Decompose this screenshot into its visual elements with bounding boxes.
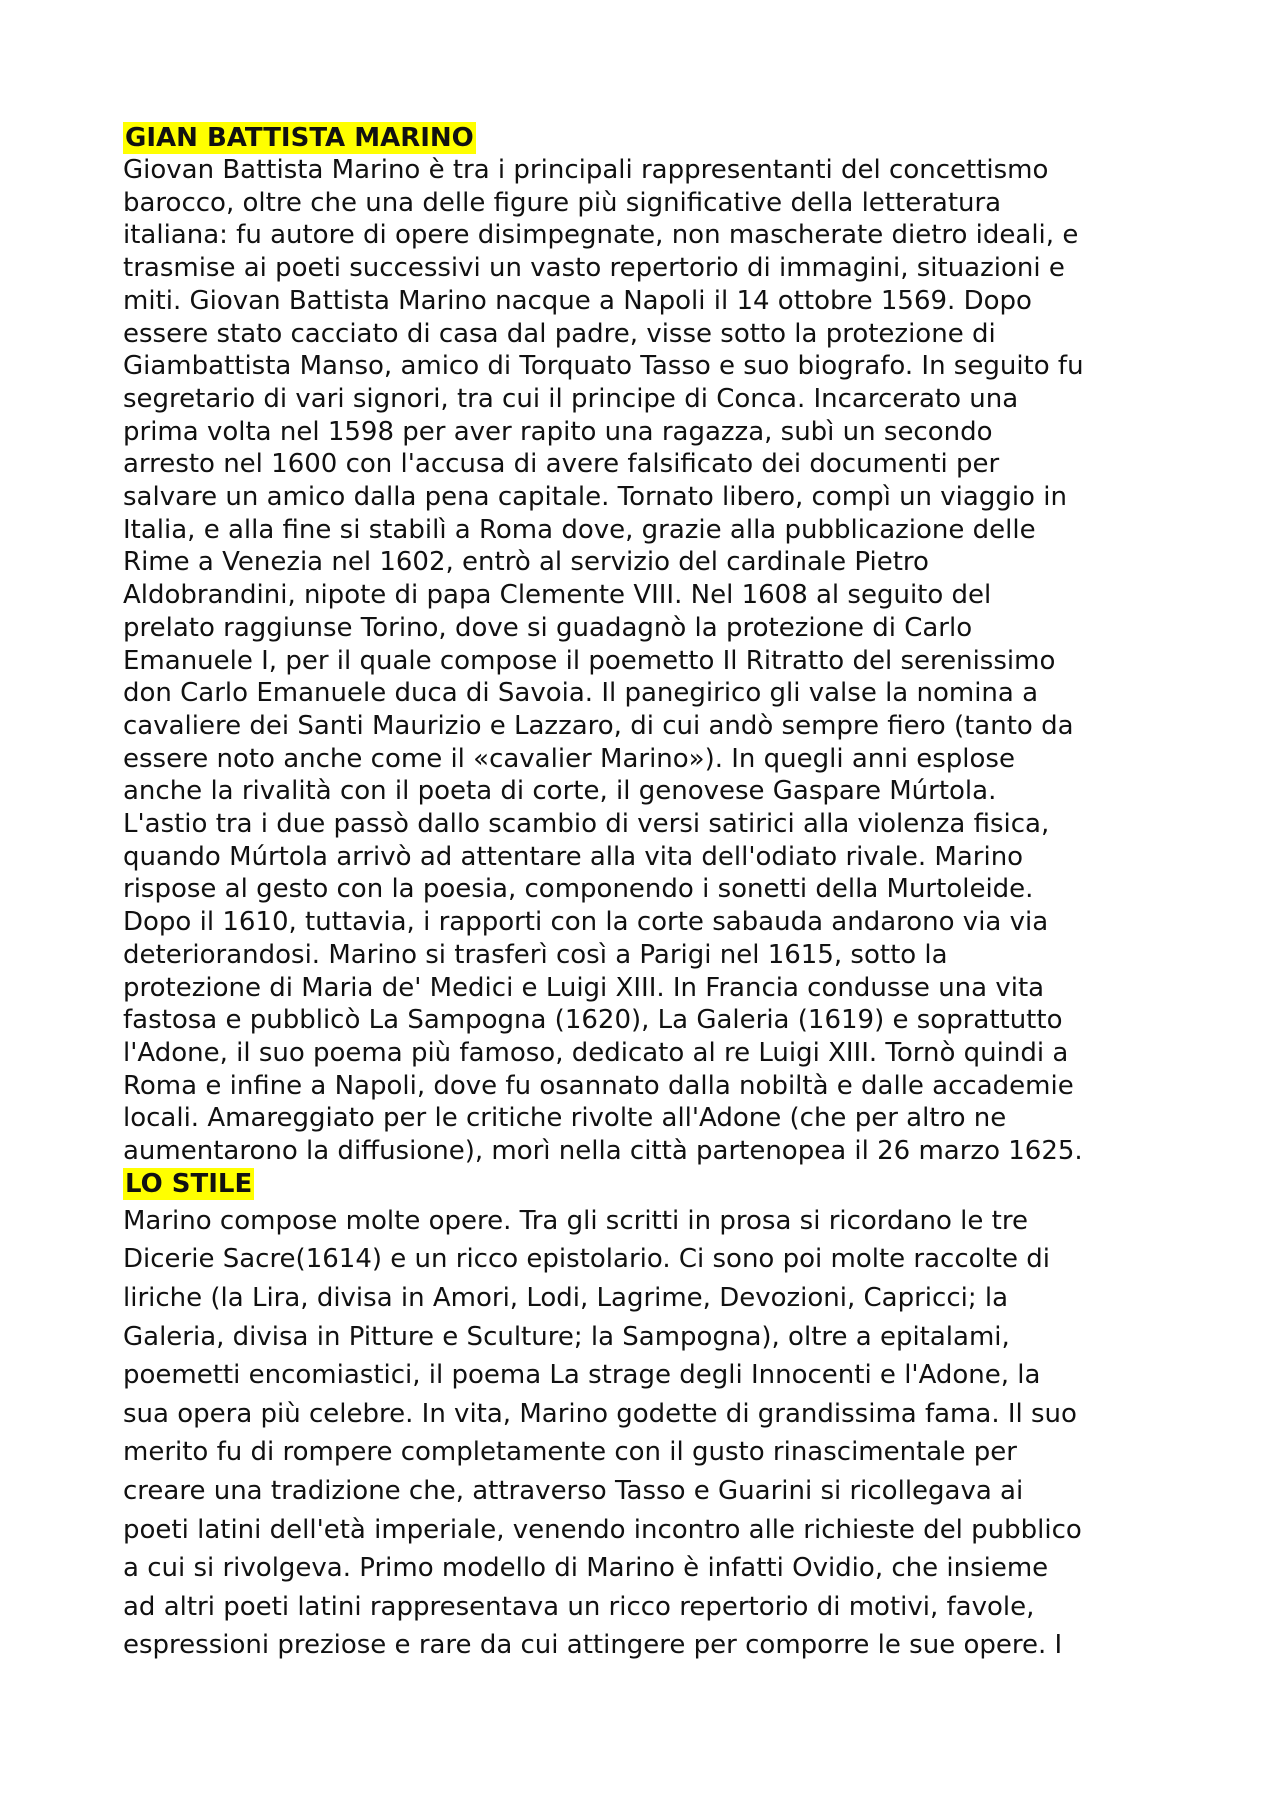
- text-line: italiana: fu autore di opere disimpegnate, non mascherate dietro ideali, e: [123, 220, 1079, 251]
- text-line: poemetti encomiastici, il poema La strage degli Innocenti e l'Adone, la: [123, 1360, 1041, 1391]
- text-line: essere noto anche come il «cavalier Marino»). In quegli anni esplose: [123, 743, 1015, 774]
- text-line: fastosa e pubblicò La Sampogna (1620), La Galeria (1619) e soprattutto: [123, 1005, 1063, 1036]
- section-biography: [123, 122, 1183, 1168]
- text-line: Galeria, divisa in Pitture e Sculture; la Sampogna), oltre a epitalami,: [123, 1321, 1010, 1352]
- text-line: creare una tradizione che, attraverso Tasso e Guarini si ricollegava ai: [123, 1475, 1024, 1506]
- text-line: Rime a Venezia nel 1602, entrò al servizio del cardinale Pietro: [123, 547, 929, 578]
- text-line: trasmise ai poeti successivi un vasto repertorio di immagini, situazioni e: [123, 253, 1065, 284]
- text-line: miti. Giovan Battista Marino nacque a Napoli il 14 ottobre 1569. Dopo: [123, 285, 1032, 316]
- text-line: Giambattista Manso, amico di Torquato Tasso e suo biografo. In seguito fu: [123, 351, 1084, 382]
- text-line: poeti latini dell'età imperiale, venendo incontro alle richieste del pubblico: [123, 1514, 1082, 1545]
- text-line: salvare un amico dalla pena capitale. Tornato libero, compì un viaggio in: [123, 482, 1067, 513]
- text-line: merito fu di rompere completamente con il gusto rinascimentale per: [123, 1437, 1017, 1468]
- text-line: prima volta nel 1598 per aver rapito una ragazza, subì un secondo: [123, 416, 993, 447]
- text-line: Marino compose molte opere. Tra gli scritti in prosa si ricordano le tre: [123, 1205, 1028, 1236]
- text-line: l'Adone, il suo poema più famoso, dedicato al re Luigi XIII. Tornò quindi a: [123, 1037, 1069, 1068]
- text-line: Giovan Battista Marino è tra i principali rappresentanti del concettismo: [123, 155, 1049, 185]
- text-line: quando Múrtola arrivò ad attentare alla vita dell'odiato rivale. Marino: [123, 841, 1024, 872]
- text-line: segretario di vari signori, tra cui il principe di Conca. Incarcerato una: [123, 383, 1019, 414]
- text-line: deteriorandosi. Marino si trasferì così a Parigi nel 1615, sotto la: [123, 939, 948, 970]
- document-page: [123, 122, 1183, 1665]
- text-line: Emanuele I, per il quale compose il poemetto Il Ritratto del serenissimo: [123, 645, 1056, 676]
- style-paragraph: [123, 1202, 1183, 1665]
- text-line: sua opera più celebre. In vita, Marino godette di grandissima fama. Il suo: [123, 1398, 1077, 1429]
- text-line: rispose al gesto con la poesia, componendo i sonetti della Murtoleide.: [123, 874, 1034, 905]
- text-line: Dopo il 1610, tuttavia, i rapporti con la corte sabauda andarono via via: [123, 907, 1049, 938]
- text-line: Roma e infine a Napoli, dove fu osannato dalla nobiltà e dalle accademie: [123, 1070, 1074, 1101]
- text-line: a cui si rivolgeva. Primo modello di Marino è infatti Ovidio, che insieme: [123, 1553, 1049, 1584]
- section-title-biography: GIAN BATTISTA MARINO: [125, 123, 474, 153]
- biography-paragraph: [123, 154, 1183, 1168]
- section-title-style: LO STILE: [125, 1168, 253, 1199]
- text-line: anche la rivalità con il poeta di corte, il genovese Gaspare Múrtola.: [123, 776, 997, 807]
- text-line: cavaliere dei Santi Maurizio e Lazzaro, di cui andò sempre fiero (tanto da: [123, 710, 1074, 741]
- text-line: barocco, oltre che una delle figure più significative della letteratura: [123, 187, 1002, 218]
- text-line: locali. Amareggiato per le critiche rivolte all'Adone (che per altro ne: [123, 1103, 1007, 1134]
- section-style: [123, 1168, 1183, 1665]
- text-line: L'astio tra i due passò dallo scambio di versi satirici alla violenza fisica,: [123, 809, 1050, 840]
- text-line: essere stato cacciato di casa dal padre, visse sotto la protezione di: [123, 318, 996, 349]
- text-line: prelato raggiunse Torino, dove si guadagnò la protezione di Carlo: [123, 612, 973, 643]
- text-line: ad altri poeti latini rappresentava un ricco repertorio di motivi, favole,: [123, 1591, 1035, 1622]
- text-line: Dicerie Sacre(1614) e un ricco epistolario. Ci sono poi molte raccolte di: [123, 1244, 1050, 1275]
- text-line: Aldobrandini, nipote di papa Clemente VIII. Nel 1608 al seguito del: [123, 580, 992, 611]
- text-line: protezione di Maria de' Medici e Luigi XIII. In Francia condusse una vita: [123, 972, 1045, 1003]
- text-line: don Carlo Emanuele duca di Savoia. Il panegirico gli valse la nomina a: [123, 678, 1039, 709]
- text-line: espressioni preziose e rare da cui attingere per comporre le sue opere. I: [123, 1630, 1063, 1661]
- text-line: liriche (la Lira, divisa in Amori, Lodi, Lagrime, Devozioni, Capricci; la: [123, 1282, 1009, 1313]
- text-line: Italia, e alla fine si stabilì a Roma dove, grazie alla pubblicazione delle: [123, 514, 1036, 545]
- text-line: aumentarono la diffusione), morì nella città partenopea il 26 marzo 1625.: [123, 1136, 1083, 1167]
- text-line: arresto nel 1600 con l'accusa di avere falsificato dei documenti per: [123, 449, 1000, 480]
